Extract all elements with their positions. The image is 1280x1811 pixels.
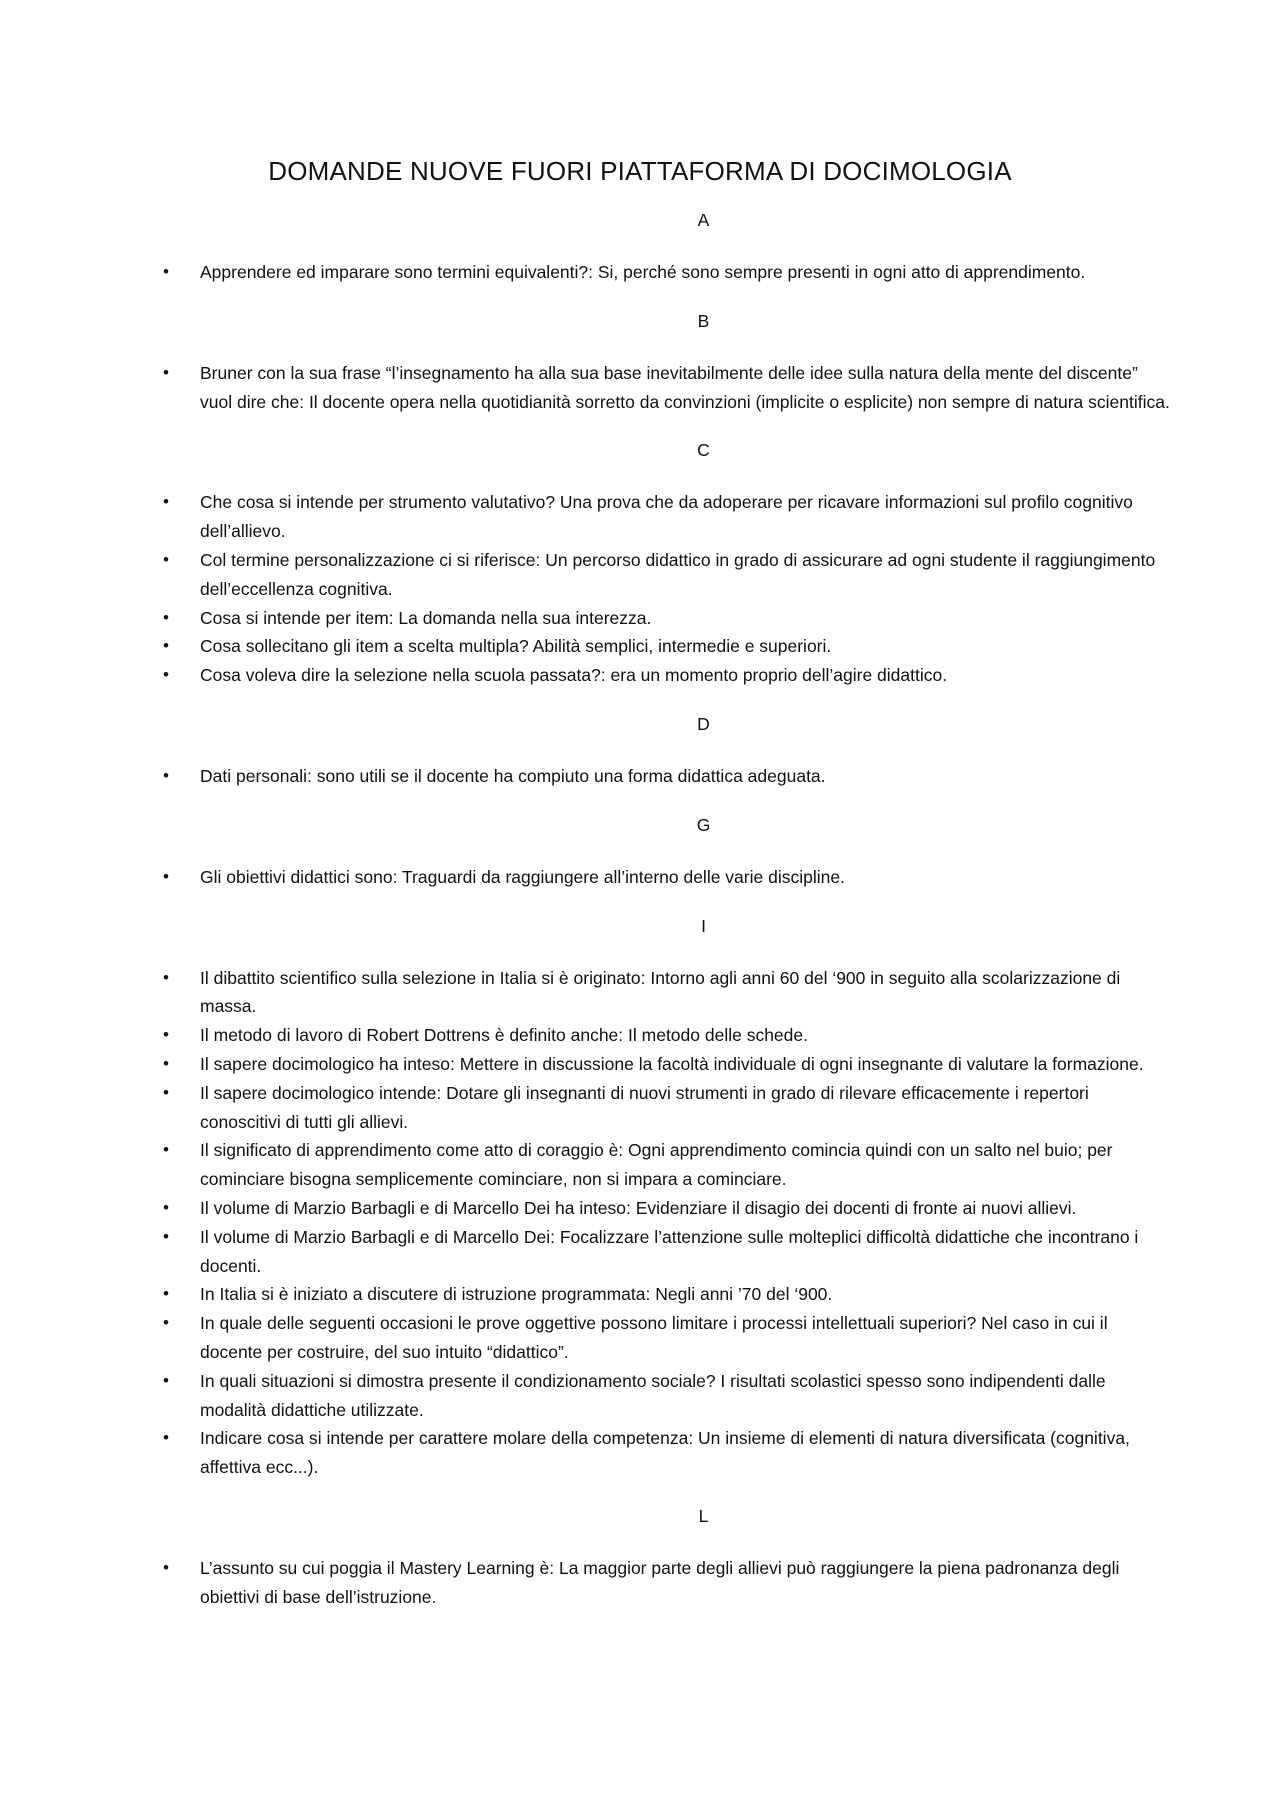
list-item: • Dati personali: sono utili se il docente ha compiuto una forma didattica adeguata.: [200, 762, 1170, 791]
section-letter: A: [697, 210, 710, 230]
question-list: [0, 964, 1280, 1482]
section-i: [0, 912, 1280, 1482]
list-item: • Indicare cosa si intende per carattere molare della competenza: Un insieme di elementi di natura diversificata (cognitiva, affettiva ecc...).: [200, 1424, 1170, 1482]
document-content: [0, 206, 1280, 1632]
section-letter: I: [701, 915, 706, 936]
list-item: • Che cosa si intende per strumento valutativo? Una prova che da adoperare per ricavare informazioni sul profilo cognitivo dell’allievo.: [200, 488, 1170, 546]
list-item: • Cosa sollecitano gli item a scelta multipla? Abilità semplici, intermedie e superiori.: [200, 632, 1170, 661]
section-l: [0, 1502, 1280, 1612]
list-item: • Apprendere ed imparare sono termini equivalenti?: Si, perché sono sempre presenti in ogni atto di apprendimento.: [200, 258, 1170, 287]
question-list: [0, 359, 1280, 417]
list-item: • Il sapere docimologico intende: Dotare gli insegnanti di nuovi strumenti in grado di rilevare efficacemente i repertori conoscitivi di tutti gli allievi.: [200, 1079, 1170, 1137]
list-item: • Cosa voleva dire la selezione nella scuola passata?: era un momento proprio dell’agire didattico.: [200, 661, 1170, 690]
section-letter: L: [698, 1505, 709, 1526]
list-item: • In quale delle seguenti occasioni le prove oggettive possono limitare i processi intellettuali superiori? Nel caso in cui il docente per costruire, del suo intuito “didattico”.: [200, 1309, 1170, 1367]
section-a: [0, 206, 1280, 287]
list-item: • Il metodo di lavoro di Robert Dottrens è definito anche: Il metodo delle schede.: [200, 1021, 1170, 1050]
question-list: [0, 488, 1280, 690]
section-g: [0, 811, 1280, 892]
section-c: [0, 436, 1280, 690]
list-item: • Il significato di apprendimento come atto di coraggio è: Ogni apprendimento comincia quindi con un salto nel buio; per cominciare bisogna semplicemente cominciare, non si impara a cominciare.: [200, 1136, 1170, 1194]
section-letter: D: [697, 713, 710, 734]
question-list: [0, 762, 1280, 791]
section-d: [0, 710, 1280, 791]
list-item: • Col termine personalizzazione ci si riferisce: Un percorso didattico in grado di assicurare ad ogni studente il raggiungimento dell’eccellenza cognitiva.: [200, 546, 1170, 604]
question-list: [0, 1554, 1280, 1612]
list-item: • In quali situazioni si dimostra presente il condizionamento sociale? I risultati scolastici spesso sono indipendenti dalle modalità didattiche utilizzate.: [200, 1367, 1170, 1425]
list-item: • Cosa si intende per item: La domanda nella sua interezza.: [200, 604, 1170, 633]
list-item: • Il dibattito scientifico sulla selezione in Italia si è originato: Intorno agli anni 60 del ‘900 in seguito alla scolarizzazione di massa.: [200, 964, 1170, 1022]
list-item: • Il volume di Marzio Barbagli e di Marcello Dei: Focalizzare l’attenzione sulle molteplici difficoltà didattiche che incontrano i docenti.: [200, 1223, 1170, 1281]
section-letter: C: [697, 440, 710, 461]
section-letter: G: [696, 814, 711, 835]
question-list: [0, 863, 1280, 892]
list-item: • In Italia si è iniziato a discutere di istruzione programmata: Negli anni ’70 del ‘900.: [200, 1280, 1170, 1309]
document-title: DOMANDE NUOVE FUORI PIATTAFORMA DI DOCIMOLOGIA: [268, 156, 1012, 186]
list-item: • Il sapere docimologico ha inteso: Mettere in discussione la facoltà individuale di ogni insegnante di valutare la formazione.: [200, 1050, 1170, 1079]
section-letter: B: [697, 310, 710, 331]
list-item: • Gli obiettivi didattici sono: Traguardi da raggiungere all’interno delle varie discipline.: [200, 863, 1170, 892]
list-item: • L’assunto su cui poggia il Mastery Learning è: La maggior parte degli allievi può raggiungere la piena padronanza degli obiettivi di base dell’istruzione.: [200, 1554, 1170, 1612]
list-item: • Bruner con la sua frase “l’insegnamento ha alla sua base inevitabilmente delle idee sulla natura della mente del discente” vuol dire che: Il docente opera nella quotidianità sorretto da convinzioni (implicite o esplicite) non sempre di natura scientifica.: [200, 359, 1170, 417]
question-list: [0, 258, 1280, 287]
section-b: [0, 307, 1280, 417]
list-item: • Il volume di Marzio Barbagli e di Marcello Dei ha inteso: Evidenziare il disagio dei docenti di fronte ai nuovi allievi.: [200, 1194, 1170, 1223]
